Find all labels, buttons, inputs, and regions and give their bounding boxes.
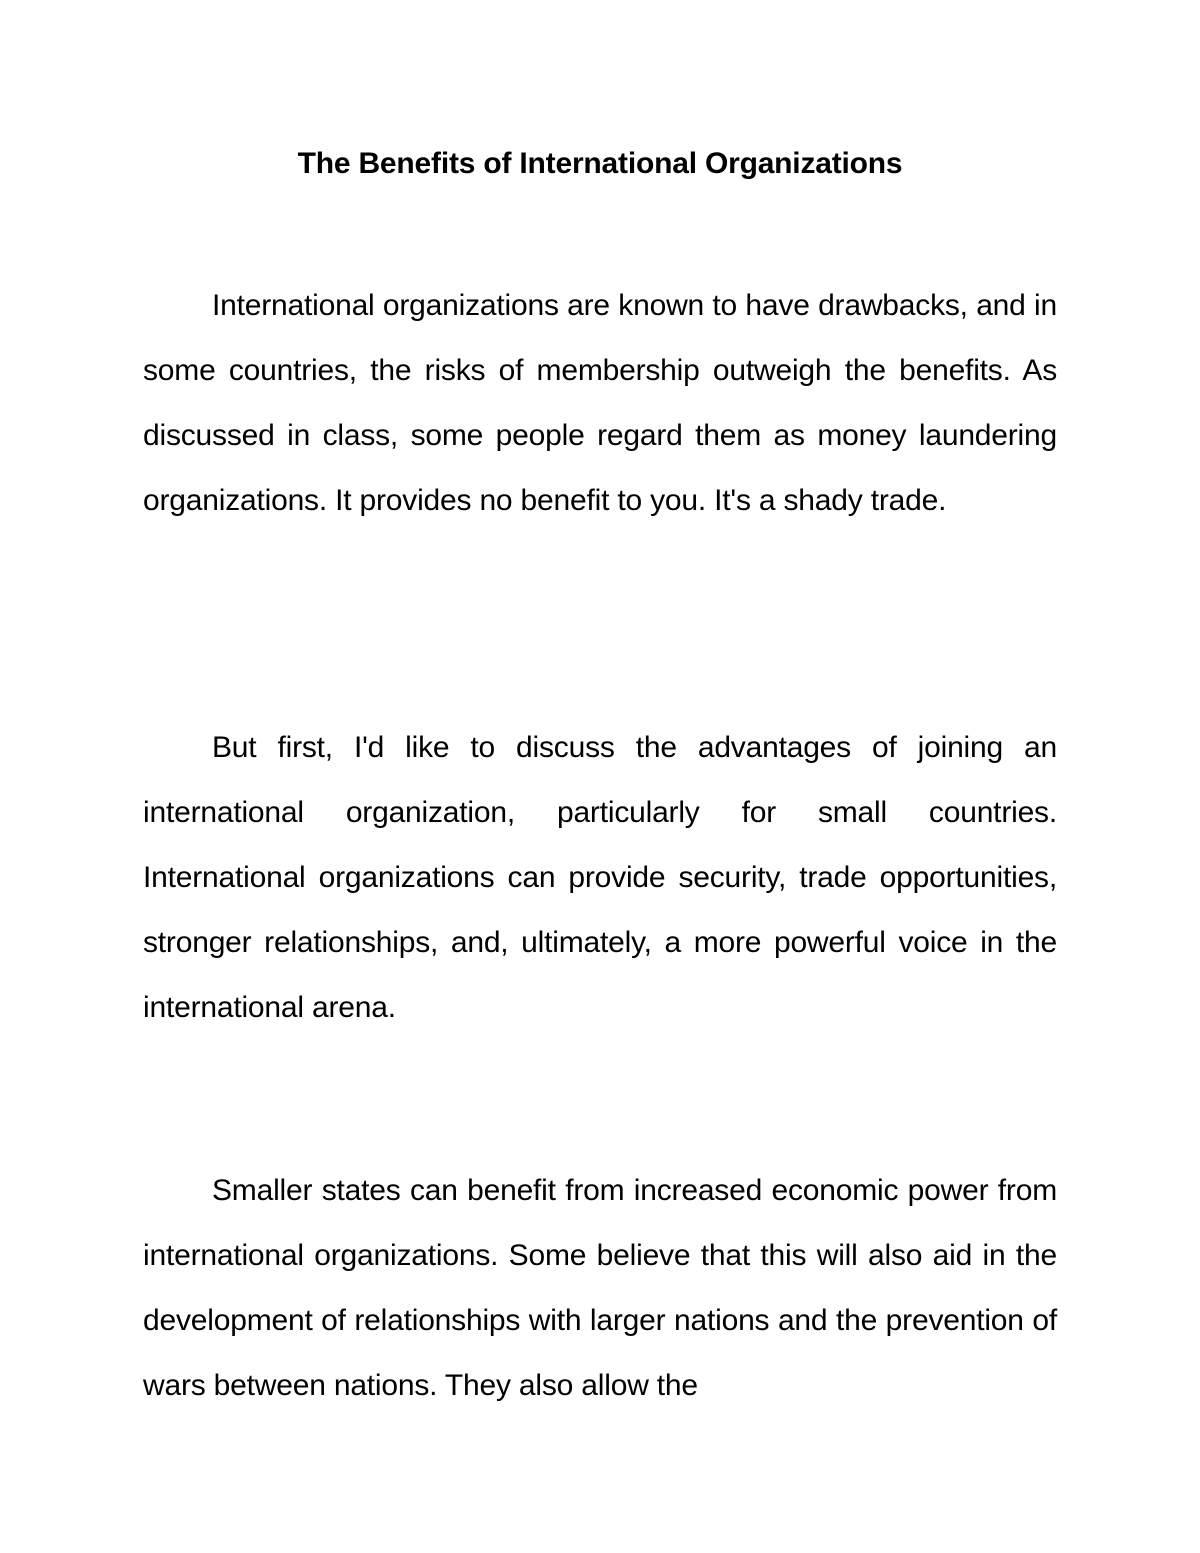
paragraph-3: Smaller states can benefit from increased economic power from international organizations. Some believe that this will also aid in the development of relationships with larger nations and the prevention of wars between nations. They also allow the	[143, 1174, 1057, 1402]
paragraph-2: But first, I'd like to discuss the advantages of joining an international organization, particularly for small countries. International organizations can provide security, trade opportunities, stronger relationships, and, ultimately, a more powerful voice in the international arena.	[143, 731, 1057, 1024]
paragraph-1: International organizations are known to have drawbacks, and in some countries, the risks of membership outweigh the benefits. As discussed in class, some people regard them as money laundering organizations. It provides no benefit to you. It's a shady trade.	[143, 289, 1057, 517]
document-title: The Benefits of International Organizations	[297, 147, 903, 180]
